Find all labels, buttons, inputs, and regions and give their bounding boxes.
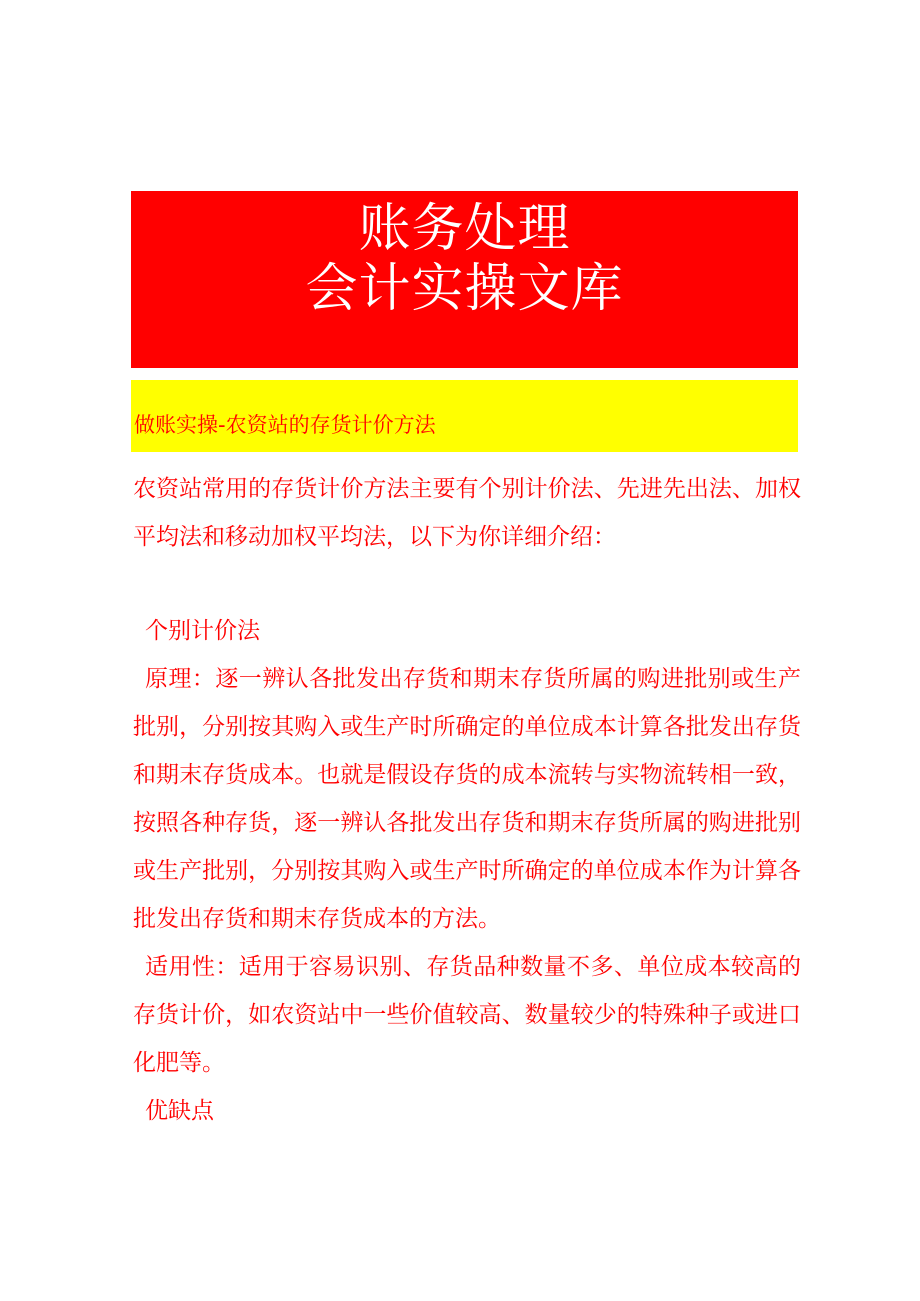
applicability-paragraph: 适用性：适用于容易识别、存货品种数量不多、单位成本较高的存货计价，如农资站中一些价值较高、数量较少的特殊种子或进口化肥等。 [133, 954, 801, 1076]
article-body [133, 465, 801, 1135]
banner-title-line1: 账务处理 [358, 199, 571, 259]
title-banner [131, 191, 798, 368]
paragraph-gap [133, 561, 801, 607]
article-title: 做账实操-农资站的存货计价方法 [134, 413, 436, 437]
pros-cons-heading: 优缺点 [145, 1098, 214, 1124]
section-heading-individual-pricing: 个别计价法 [145, 618, 260, 644]
banner-title-line2: 会计实操文库 [305, 259, 624, 319]
principle-paragraph: 原理：逐一辨认各批发出存货和期末存货所属的购进批别或生产批别，分别按其购入或生产时所确定的单位成本计算各批发出存货和期末存货成本。也就是假设存货的成本流转与实物流转相一致，按照各种存货，逐一辨认各批发出存货和期末存货所属的购进批别或生产批别，分别按其购入或生产时所确定的单位成本作为计算各批发出存货和期末存货成本的方法。 [133, 666, 801, 932]
intro-paragraph: 农资站常用的存货计价方法主要有个别计价法、先进先出法、加权平均法和移动加权平均法，以下为你详细介绍： [133, 476, 801, 550]
subtitle-bar [131, 380, 798, 452]
